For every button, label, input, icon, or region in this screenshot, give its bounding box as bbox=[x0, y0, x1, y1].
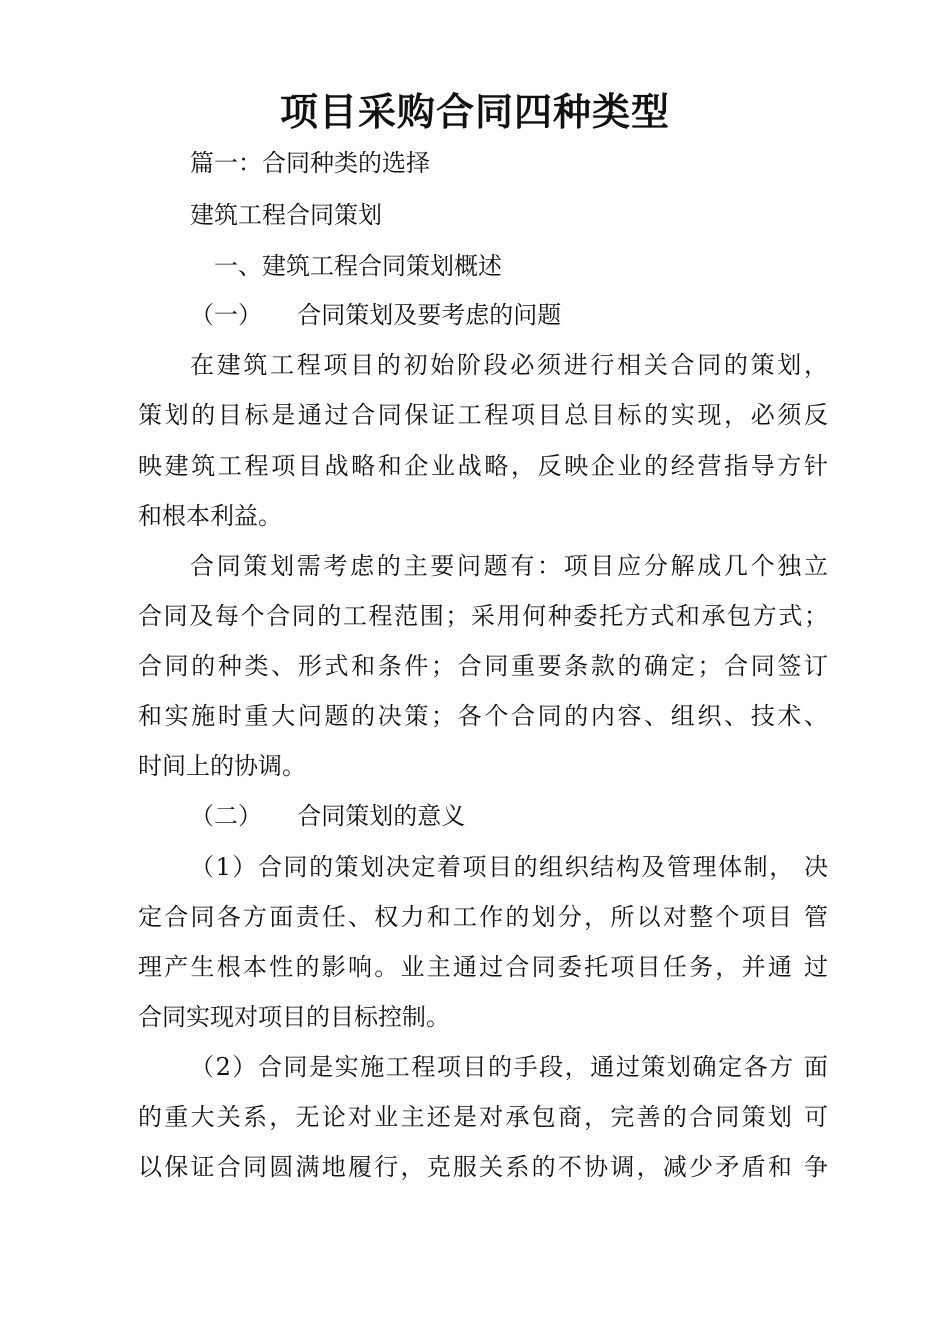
paragraph-2-line: 合同的种类、形式和条件；合同重要条款的确定；合同签订 bbox=[138, 652, 828, 680]
section-2-label: （二） bbox=[190, 802, 262, 830]
paragraph-1-line: 映建筑工程项目战略和企业战略，反映企业的经营指导方针 bbox=[138, 452, 828, 480]
section-2-text: 合同策划的意义 bbox=[297, 802, 466, 830]
section-1-heading bbox=[190, 290, 561, 340]
paragraph-1-line: 在建筑工程项目的初始阶段必须进行相关合同的策划， bbox=[190, 351, 828, 379]
heading-2: 建筑工程合同策划 bbox=[190, 201, 382, 229]
paragraph-1-line: 和根本利益。 bbox=[138, 502, 282, 530]
paragraph-2-line: 和实施时重大问题的决策；各个合同的内容、组织、技术、 bbox=[138, 702, 828, 730]
paragraph-3-line: 合同实现对项目的目标控制。 bbox=[138, 1003, 450, 1031]
paragraph-3-line: 定合同各方面责任、权力和工作的划分，所以对整个项目 管 bbox=[138, 903, 828, 931]
paragraph-2-line: 合同及每个合同的工程范围；采用何种委托方式和承包方式； bbox=[138, 602, 828, 630]
paragraph-2-line: 合同策划需考虑的主要问题有：项目应分解成几个独立 bbox=[190, 552, 828, 580]
paragraph-3-line: （1）合同的策划决定着项目的组织结构及管理体制， 决 bbox=[190, 853, 828, 881]
heading-3: 一、建筑工程合同策划概述 bbox=[214, 252, 502, 280]
section-1-label: （一） bbox=[190, 301, 262, 329]
paragraph-3-line: 理产生根本性的影响。业主通过合同委托项目任务，并通 过 bbox=[138, 953, 828, 981]
section-1-text: 合同策划及要考虑的问题 bbox=[297, 301, 562, 329]
document-title: 项目采购合同四种类型 bbox=[279, 89, 670, 134]
heading-1: 篇一：合同种类的选择 bbox=[190, 149, 430, 177]
paragraph-1-line: 策划的目标是通过合同保证工程项目总目标的实现，必须反 bbox=[138, 401, 828, 429]
section-2-heading bbox=[190, 791, 465, 841]
paragraph-4-line: 的重大关系，无论对业主还是对承包商，完善的合同策划 可 bbox=[138, 1103, 828, 1131]
paragraph-2-line: 时间上的协调。 bbox=[138, 752, 306, 780]
paragraph-4-line: （2）合同是实施工程项目的手段，通过策划确定各方 面 bbox=[190, 1053, 828, 1081]
paragraph-4-line: 以保证合同圆满地履行，克服关系的不协调，减少矛盾和 争 bbox=[138, 1153, 828, 1181]
